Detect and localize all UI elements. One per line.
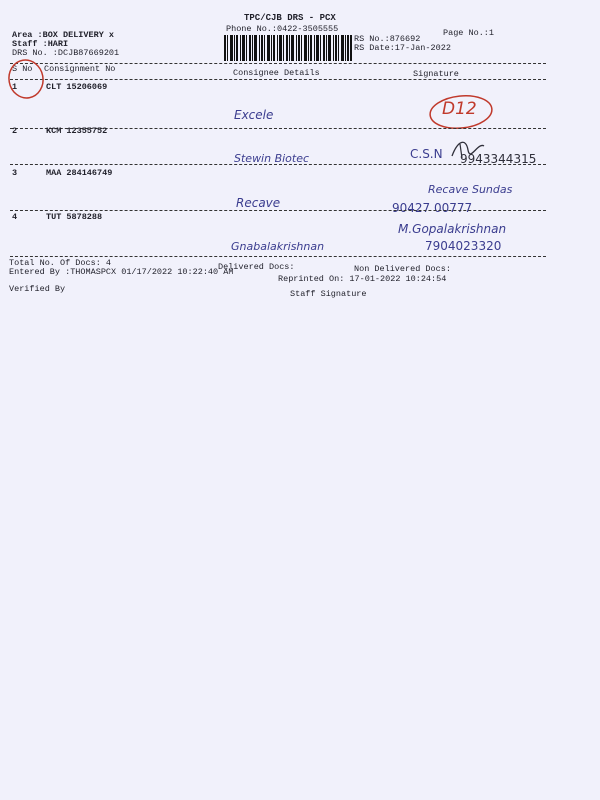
header-divider-bottom <box>10 79 546 80</box>
row-divider <box>10 164 546 165</box>
phone-number: Phone No.:0422-3505555 <box>226 24 339 34</box>
handwritten-phone: 9943344315 <box>460 152 537 166</box>
document-title: TPC/CJB DRS - PCX <box>244 13 336 23</box>
non-delivered-docs: Non Delivered Docs: <box>354 264 451 274</box>
consignment-number: KCM 12355752 <box>46 126 108 136</box>
row-divider <box>10 210 546 211</box>
consignment-number: TUT 5878288 <box>46 212 103 222</box>
area-label: Area :BOX DELIVERY x <box>12 30 115 40</box>
handwritten-signature: C.S.N <box>410 147 443 161</box>
row-divider <box>10 256 546 257</box>
verified-by: Verified By <box>9 284 66 294</box>
col-sno: S No <box>12 64 33 74</box>
drs-number: DRS No. :DCJB87669201 <box>12 48 120 58</box>
col-signature: Signature <box>413 69 459 79</box>
staff-label: Staff :HARI <box>12 39 69 49</box>
handwritten-phone: 90427 00777 <box>392 201 473 215</box>
total-docs: Total No. Of Docs: 4 <box>9 258 112 268</box>
handwritten-signature: M.Gopalakrishnan <box>398 222 507 236</box>
staff-signature: Staff Signature <box>290 289 367 299</box>
rs-number: RS No.:876692 <box>354 34 421 44</box>
entered-by: Entered By :THOMASPCX 01/17/2022 10:22:40 AM <box>9 267 234 277</box>
consignment-number: MAA 284146749 <box>46 168 113 178</box>
handwritten-signature: Recave Sundas <box>428 183 513 196</box>
row-number: 1 <box>12 82 18 92</box>
handwritten-phone: 7904023320 <box>425 239 502 253</box>
handwritten-consignee: Excele <box>234 108 274 122</box>
handwritten-signature: D12 <box>442 99 477 119</box>
handwritten-consignee: Recave <box>236 196 281 210</box>
consignment-number: CLT 15206069 <box>46 82 108 92</box>
handwritten-consignee: Gnabalakrishnan <box>231 240 325 253</box>
barcode <box>224 35 352 61</box>
reprinted-on: Reprinted On: 17-01-2022 10:24:54 <box>278 274 447 284</box>
handwritten-consignee: Stewin Biotec <box>234 152 310 165</box>
row-number: 2 <box>12 126 18 136</box>
red-circle-mark <box>4 56 48 102</box>
rs-date: RS Date:17-Jan-2022 <box>354 43 451 53</box>
row-number: 3 <box>12 168 18 178</box>
page-number: Page No.:1 <box>443 28 495 38</box>
row-number: 4 <box>12 212 18 222</box>
delivered-docs: Delivered Docs: <box>218 262 295 272</box>
col-consignment: Consignment No <box>44 64 116 74</box>
col-consignee: Consignee Details <box>233 68 320 78</box>
